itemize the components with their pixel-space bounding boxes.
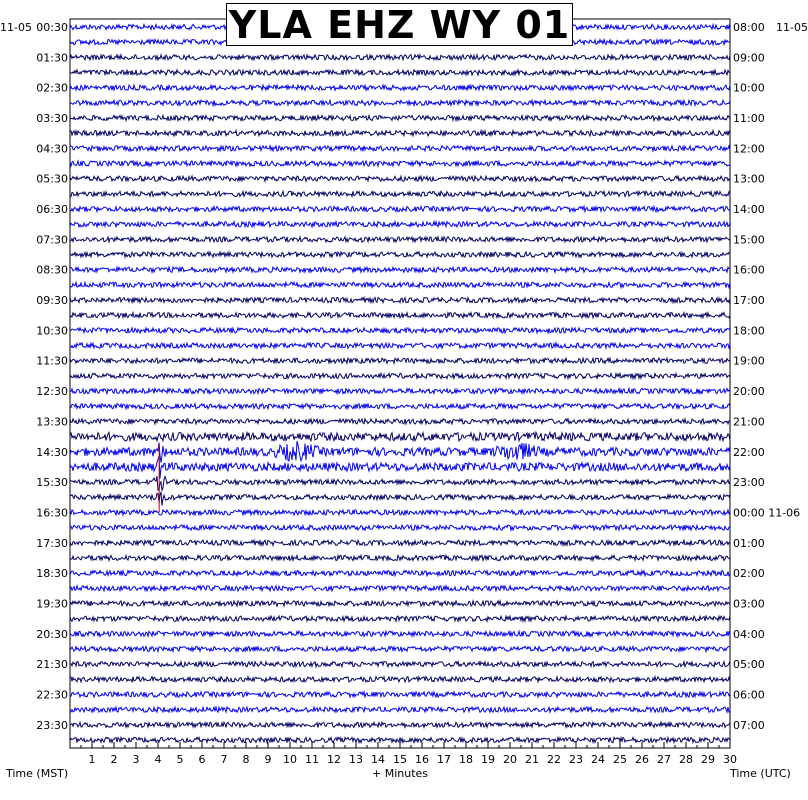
right-time-label: 13:00 [733, 172, 765, 186]
right-time-label: 04:00 [733, 627, 765, 641]
right-time-label: 06:00 [733, 688, 765, 702]
right-time-label: 15:00 [733, 233, 765, 247]
x-tick-label-16: 16 [415, 753, 429, 766]
right-time-label: 09:00 [733, 51, 765, 65]
left-time-label: 09:30 [36, 294, 68, 308]
left-time-label: 11:30 [36, 354, 68, 368]
x-tick-label-26: 26 [635, 753, 649, 766]
right-time-label: 23:00 [733, 476, 765, 490]
x-tick-label-23: 23 [569, 753, 583, 766]
x-tick-label-18: 18 [459, 753, 473, 766]
right-time-label: 16:00 [733, 263, 765, 277]
left-time-label: 19:30 [36, 597, 68, 611]
x-tick-label-15: 15 [393, 753, 407, 766]
right-time-label: 17:00 [733, 294, 765, 308]
x-tick-label-28: 28 [679, 753, 693, 766]
x-tick-label-8: 8 [242, 753, 250, 766]
left-time-label: 15:30 [36, 476, 68, 490]
right-time-label: 12:00 [733, 142, 765, 156]
date-label-left: 11-05 [0, 21, 32, 34]
right-time-label: 21:00 [733, 415, 765, 429]
date-label-right: 11-05 [776, 21, 808, 34]
left-time-label: 06:30 [36, 203, 68, 217]
x-tick-label-6: 6 [198, 753, 206, 766]
right-time-label: 08:00 [733, 21, 765, 34]
x-label-right: Time (UTC) [730, 767, 791, 780]
right-time-label: 03:00 [733, 597, 765, 611]
left-time-label: 13:30 [36, 415, 68, 429]
x-tick-label-24: 24 [591, 753, 605, 766]
right-time-label: 11:00 [733, 112, 765, 126]
x-tick-label-21: 21 [525, 753, 539, 766]
x-tick-label-10: 10 [283, 753, 297, 766]
x-tick-label-13: 13 [349, 753, 363, 766]
left-time-label: 12:30 [36, 385, 68, 399]
right-time-label: 00:00 11-06 [733, 506, 801, 520]
x-tick-label-3: 3 [132, 753, 140, 766]
x-tick-label-5: 5 [176, 753, 184, 766]
x-tick-label-14: 14 [371, 753, 385, 766]
x-tick-label-30: 30 [723, 753, 737, 766]
x-axis-label: + Minutes [372, 767, 429, 780]
left-time-label: 14:30 [36, 445, 68, 459]
left-time-label: 05:30 [36, 172, 68, 186]
right-time-label: 02:00 [733, 567, 765, 581]
left-time-label: 08:30 [36, 263, 68, 277]
x-label-left: Time (MST) [6, 767, 69, 780]
left-time-label: 21:30 [36, 658, 68, 672]
x-tick-label-29: 29 [701, 753, 715, 766]
left-time-label: 01:30 [36, 51, 68, 65]
left-time-label: 23:30 [36, 718, 68, 732]
right-time-label: 05:00 [733, 658, 765, 672]
left-time-label: 10:30 [36, 324, 68, 338]
right-time-label: 22:00 [733, 445, 765, 459]
right-time-label: 10:00 [733, 81, 765, 95]
left-time-label: 16:30 [36, 506, 68, 520]
x-tick-label-25: 25 [613, 753, 627, 766]
right-time-label: 18:00 [733, 324, 765, 338]
x-tick-label-1: 1 [88, 753, 96, 766]
right-time-label: 01:00 [733, 536, 765, 550]
left-time-label: 22:30 [36, 688, 68, 702]
right-time-label: 07:00 [733, 718, 765, 732]
x-tick-label-7: 7 [220, 753, 228, 766]
x-tick-label-19: 19 [481, 753, 495, 766]
left-time-label: 02:30 [36, 81, 68, 95]
x-tick-label-2: 2 [110, 753, 118, 766]
chart-title: YLA EHZ WY 01 [226, 3, 573, 46]
x-tick-label-9: 9 [264, 753, 272, 766]
left-time-label: 03:30 [36, 112, 68, 126]
x-tick-label-27: 27 [657, 753, 671, 766]
right-time-label: 20:00 [733, 385, 765, 399]
x-tick-label-22: 22 [547, 753, 561, 766]
x-tick-label-11: 11 [305, 753, 319, 766]
left-time-label: 17:30 [36, 536, 68, 550]
left-time-label: 04:30 [36, 142, 68, 156]
left-time-label: 18:30 [36, 567, 68, 581]
left-time-label: 07:30 [36, 233, 68, 247]
left-time-label: 00:30 [36, 21, 68, 34]
x-tick-label-17: 17 [437, 753, 451, 766]
x-tick-label-20: 20 [503, 753, 517, 766]
x-tick-label-4: 4 [154, 753, 162, 766]
right-time-label: 19:00 [733, 354, 765, 368]
plot-frame [70, 19, 730, 748]
right-time-label: 14:00 [733, 203, 765, 217]
left-time-label: 20:30 [36, 627, 68, 641]
x-tick-label-12: 12 [327, 753, 341, 766]
